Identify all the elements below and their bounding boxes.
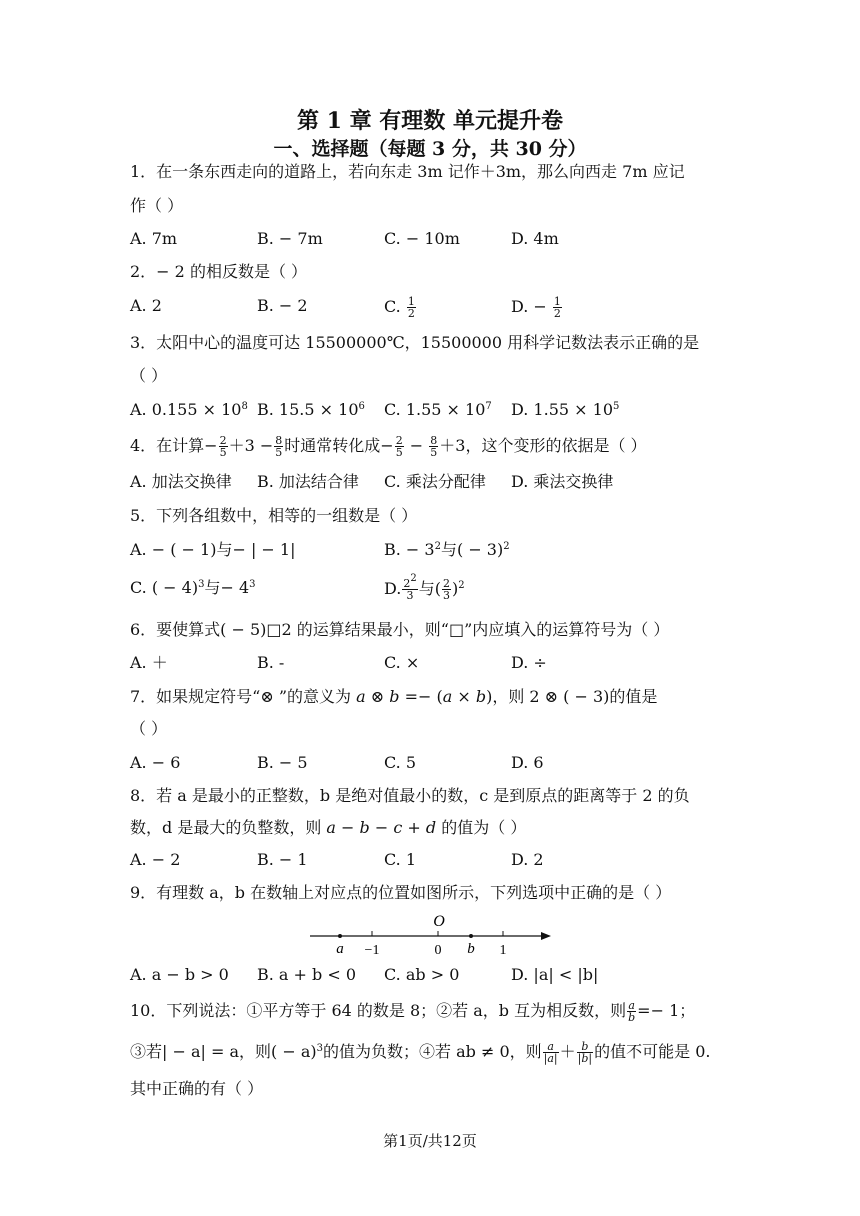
q8-option-c: C. 1 (384, 850, 417, 869)
q1-text-line2: 作（ ） (130, 196, 184, 215)
q9-options (130, 965, 750, 989)
q3-option-d: D. $1.55 \times 10^5$ (511, 400, 620, 419)
q4-option-b: B. 加法结合律 (257, 472, 359, 491)
document-title: 第 1 章 有理数 单元提升卷 (297, 108, 563, 134)
tick-label-zero: 0 (434, 943, 442, 958)
q3-text-line1: 3．太阳中心的温度可达 15500000℃，15500000 用科学记数法表示正确的是 (130, 333, 700, 352)
q5-option-a: A. − ( − 1)与− | − 1| (130, 540, 296, 559)
q5-options-row1 (130, 540, 750, 564)
q7-option-a: A. − 6 (130, 753, 181, 772)
q9-option-d: D. |a| < |b| (511, 965, 599, 984)
q8-options (130, 850, 750, 874)
origin-label: O (433, 913, 445, 930)
q1-options (130, 229, 750, 253)
q1-option-d: D. 4m (511, 229, 559, 248)
q9-text: 9．有理数 a，b 在数轴上对应点的位置如图所示，下列选项中正确的是（ ） (130, 883, 672, 902)
q1-text-line1: 1．在一条东西走向的道路上，若向东走 3m 记作＋3m，那么向西走 7m 应记 (130, 162, 685, 181)
q1-option-a: A. 7m (130, 229, 178, 248)
tick-label-minus-one: −1 (364, 943, 380, 958)
q6-option-c: C. × (384, 653, 420, 672)
q2-option-b: B. − 2 (257, 296, 308, 315)
q7-text-line1: 7．如果规定符号“⊗ ”的意义为 a ⊗ b =− (a × b)，则 2 ⊗ ( − 3)的值是 (130, 687, 658, 706)
q2-text: 2．− 2 的相反数是（ ） (130, 262, 308, 281)
point-b (469, 934, 473, 938)
q5-options-row2 (130, 573, 750, 602)
q2-option-a: A. 2 (130, 296, 162, 315)
q4-option-a: A. 加法交换律 (130, 472, 232, 491)
q4-text: 4．在计算− $\frac{2}{5}$ ＋3 − $\frac{8}{5}$ 时通常转化成− $\frac{2}{5}$ − $\frac{8}{5}$ ＋3，这个变形的依据是（ ） (130, 434, 647, 459)
q7-option-b: B. − 5 (257, 753, 308, 772)
q5-text: 5．下列各组数中，相等的一组数是（ ） (130, 506, 418, 525)
q7-options (130, 753, 750, 777)
q5-option-d: D. $\frac{2^2}{3}$ 与( $\frac{2}{3}$ )$^2$ (384, 573, 465, 602)
q3-text-line2: （ ） (130, 366, 168, 385)
q6-text: 6．要使算式( − 5)□2 的运算结果最小，则“□”内应填入的运算符号为（ ） (130, 620, 670, 639)
q9-option-a: A. a − b > 0 (130, 965, 229, 984)
point-a-label: a (336, 941, 344, 957)
q3-option-a: A. $0.155 \times 10^8$ (130, 400, 248, 419)
number-line-figure (305, 910, 555, 958)
q10-text-line1: 10．下列说法：①平方等于 64 的数是 8；②若 a，b 互为相反数，则 $\frac{a}{b}$ =− 1； (130, 999, 696, 1024)
q3-options (130, 400, 750, 424)
number-line-arrow (541, 932, 551, 940)
q6-option-d: D. ÷ (511, 653, 547, 672)
q7-option-d: D. 6 (511, 753, 544, 772)
q8-text-line2: 数，d 是最大的负整数，则 a − b − c + d 的值为（ ） (130, 818, 527, 837)
q10-text-line3: 其中正确的有（ ） (130, 1079, 264, 1098)
q9-option-b: B. a + b < 0 (257, 965, 357, 984)
point-a (338, 934, 342, 938)
q1-option-b: B. − 7m (257, 229, 323, 248)
q6-option-a: A. ＋ (130, 653, 168, 672)
q8-option-a: A. − 2 (130, 850, 181, 869)
q3-option-b: B. $15.5 \times 10^6$ (257, 400, 365, 419)
q2-options (130, 296, 750, 320)
section-title: 一、选择题（每题 3 分，共 30 分） (273, 138, 587, 160)
q5-option-b: B. − $3^2$与( − 3)$^2$ (384, 540, 510, 559)
q3-option-c: C. $1.55 \times 10^7$ (384, 400, 492, 419)
point-b-label: b (467, 941, 475, 957)
q7-option-c: C. 5 (384, 753, 417, 772)
q4-options (130, 472, 750, 496)
q10-text-line2: ③若| − a| = a，则( − a)$^3$的值为负数；④若 ab ≠ 0，则 $\frac{a}{|a|}$ ＋ $\frac{b}{|b|}$ 的值不可能是 0. (130, 1040, 711, 1065)
q4-option-c: C. 乘法分配律 (384, 472, 486, 491)
q6-options (130, 653, 750, 677)
q7-text-line2: （ ） (130, 719, 168, 738)
q6-option-b: B. - (257, 653, 285, 672)
page-footer: 第1页/共12页 (383, 1132, 477, 1150)
q8-option-b: B. − 1 (257, 850, 308, 869)
q4-option-d: D. 乘法交换律 (511, 472, 614, 491)
q2-option-d: D. − $\frac{1}{2}$ (511, 295, 561, 320)
tick-label-one: 1 (499, 943, 507, 958)
q5-option-c: C. ( − 4)$^3$与− $4^3$ (130, 578, 256, 597)
q8-option-d: D. 2 (511, 850, 544, 869)
q8-text-line1: 8．若 a 是最小的正整数，b 是绝对值最小的数，c 是到原点的距离等于 2 的负 (130, 786, 690, 805)
q2-option-c: C. $\frac{1}{2}$ (384, 295, 415, 320)
q9-option-c: C. ab > 0 (384, 965, 460, 984)
q1-option-c: C. − 10m (384, 229, 460, 248)
